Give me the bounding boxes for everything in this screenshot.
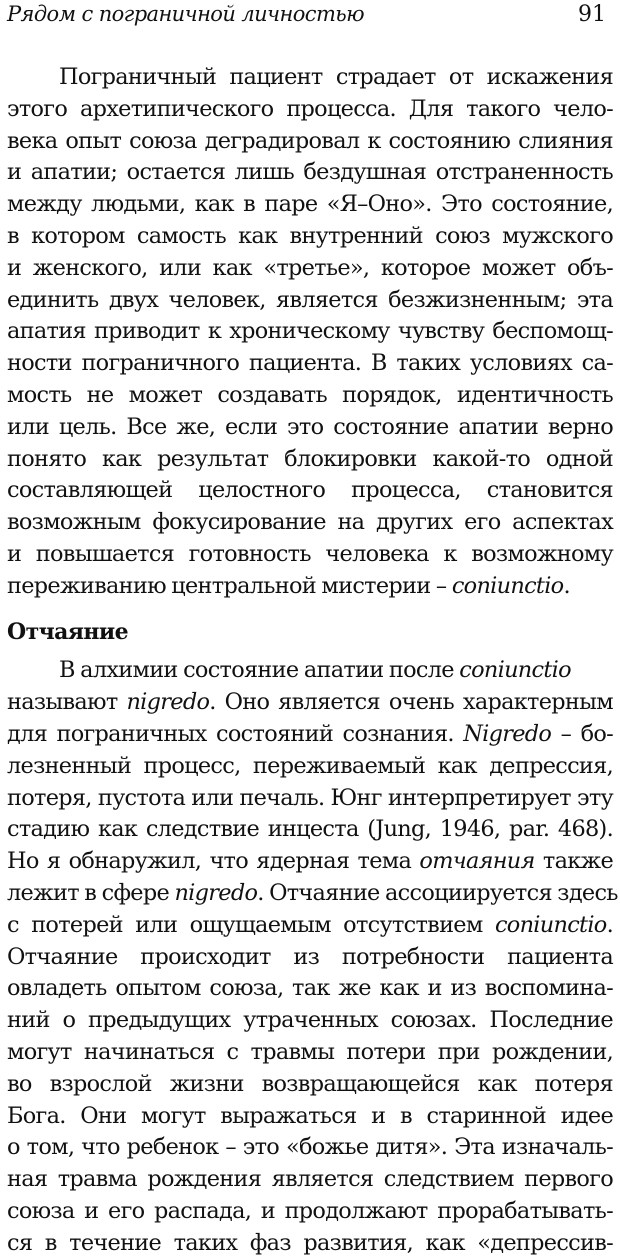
paragraph-despair <box>7 655 618 1259</box>
text-line: и повышается готовность человека к возможному <box>7 540 613 567</box>
page-number: 91 <box>578 2 606 27</box>
section-heading: Отчаяние <box>7 618 129 645</box>
text-line: для пограничных состояний сознания. Nigredo – бо- <box>7 720 613 747</box>
text-line: единить двух человек, является безжизненным; эта <box>7 286 613 313</box>
text-line: Бога. Они могут выражаться и в старинной идее <box>7 1102 613 1129</box>
text-line: овладеть опытом союза, так же как и из воспомина- <box>7 975 613 1002</box>
text-line: ности пограничного пациента. В таких условиях са- <box>7 350 613 377</box>
text-line: ся в течение таких фаз развития, как «депрессив- <box>7 1229 613 1256</box>
text-line: с потерей или ощущаемым отсутствием coniunctio. <box>7 911 613 938</box>
text-line: во взрослой жизни возвращающейся как потеря <box>7 1070 613 1097</box>
text-line: о том, что ребенок – это «божье дитя». Эта изначаль- <box>7 1134 613 1161</box>
text-line: ний о предыдущих утраченных союзах. Последние <box>7 1007 613 1034</box>
text-line: потеря, пустота или печаль. Юнг интерпретирует эту <box>7 784 613 811</box>
text-line: переживанию центральной мистерии – coniunctio. <box>7 572 570 599</box>
text-line: Отчаяние происходит из потребности пациента <box>7 943 613 970</box>
text-line: союза и его распада, и продолжают прорабатывать- <box>7 1197 613 1224</box>
text-line: и женского, или как «третье», которое может объ- <box>7 254 613 281</box>
text-line: лежит в сфере nigredo. Отчаяние ассоциируется здесь <box>7 879 618 906</box>
text-line: понято как результат блокировки какой-то одной <box>7 445 613 472</box>
text-line: этого архетипического процесса. Для такого чело- <box>7 95 613 122</box>
text-line: между людьми, как в паре «Я–Оно». Это состояние, <box>7 191 613 218</box>
text-line: века опыт союза деградировал к состоянию слияния <box>7 127 613 154</box>
text-line: В алхимии состояние апатии после coniunctio <box>59 657 571 684</box>
text-line: ная травма рождения является следствием первого <box>7 1166 613 1193</box>
text-line: апатия приводит к хроническому чувству беспомощ- <box>7 318 613 345</box>
text-line: в котором самость как внутренний союз мужского <box>7 222 613 249</box>
text-line: и апатии; остается лишь бездушная отстраненность <box>7 159 613 186</box>
text-line: стадию как следствие инцеста (Jung, 1946, par. 468). <box>7 816 613 843</box>
text-line: могут начинаться с травмы потери при рождении, <box>7 1038 613 1065</box>
text-line: возможным фокусирование на других его аспектах <box>7 509 613 536</box>
text-line: называют nigredo. Оно является очень характерным <box>7 689 613 716</box>
text-line: Пограничный пациент страдает от искажения <box>59 64 613 90</box>
running-title: Рядом с пограничной личностью <box>7 2 364 26</box>
text-line: или цель. Все же, если это состояние апатии верно <box>7 413 613 440</box>
text-line: мость не может создавать порядок, идентичность <box>7 381 613 408</box>
text-line: составляющей целостного процесса, становится <box>7 477 613 504</box>
text-line: лезненный процесс, переживаемый как депрессия, <box>7 752 613 779</box>
page-body <box>7 62 618 1259</box>
page-header <box>7 2 606 32</box>
paragraph-apathy <box>7 62 613 603</box>
text-line: Но я обнаружил, что ядерная тема отчаяния также <box>7 848 613 875</box>
